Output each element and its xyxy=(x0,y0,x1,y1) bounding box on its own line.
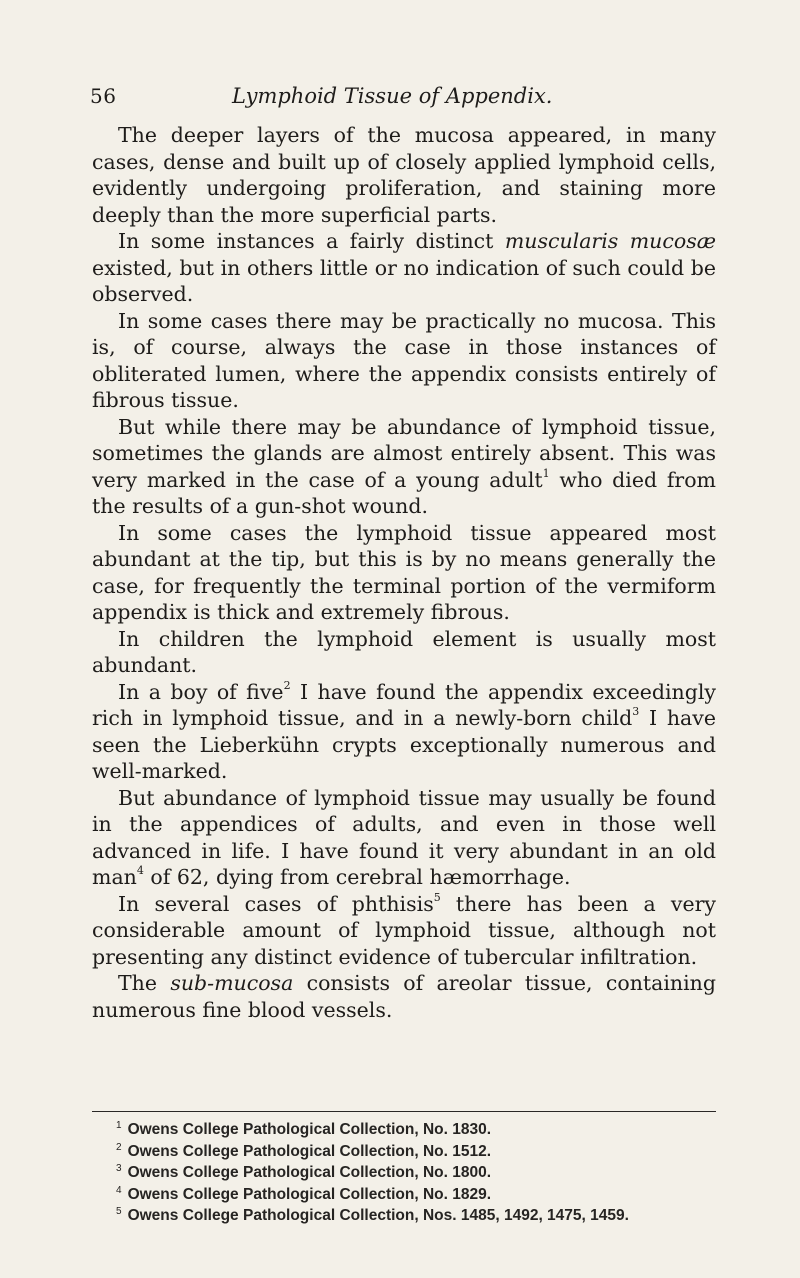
footnote-mark: 2 xyxy=(116,1141,122,1153)
paragraph: But abundance of lymphoid tissue may usually be found in the appendices of adults, and even in those well advanced in life. I have found it very abundant in an old man$^4$ of 62, dying from cerebral hæmorrhage. xyxy=(92,785,716,889)
paragraph: In some cases there may be practically no mucosa. This is, of course, always the case in those instances of obliterated lumen, where the appendix consists entirely of fibrous tissue. xyxy=(92,308,716,412)
paragraph: In children the lymphoid element is usually most abundant. xyxy=(92,626,716,677)
footnote: $^1$ Owens College Pathological Collection, No. 1830. xyxy=(116,1120,492,1138)
paragraph: The deeper layers of the mucosa appeared, in many cases, dense and built up of closely applied lymphoid cells, evidently undergoing proliferation, and staining more deeply than the more superficial parts. xyxy=(92,123,716,227)
footnote-ref: 4 xyxy=(136,864,144,878)
running-title: Lymphoid Tissue of Appendix. xyxy=(232,84,553,108)
footnote: $^4$ Owens College Pathological Collection, No. 1829. xyxy=(116,1184,492,1203)
paragraph: In several cases of phthisis$^5$ there has been a very considerable amount of lymphoid tissue, although not presenting any distinct evidence of tubercular infiltration. xyxy=(92,890,716,969)
paragraph: In a boy of five$^2$ I have found the appendix exceedingly rich in lymphoid tissue, and in a newly-born child$^3$ I have seen the Lieberkühn crypts exceptionally numerous and well-marked. xyxy=(92,678,716,783)
emphasis: sub-mucosa xyxy=(170,971,294,995)
page-header xyxy=(0,84,800,118)
footnote: $^2$ Owens College Pathological Collection, No. 1512. xyxy=(116,1141,492,1160)
paragraph: In some instances a fairly distinct muscularis mucosæ existed, but in others little or no indication of such could be observed. xyxy=(92,229,716,306)
page-number: 56 xyxy=(90,84,117,108)
paragraph: But while there may be abundance of lymphoid tissue, sometimes the glands are almost entirely absent. This was very marked in the case of a young adult$^1$ who died from the results of a gun-shot wound. xyxy=(92,414,716,518)
paragraph: In some cases the lymphoid tissue appeared most abundant at the tip, but this is by no means generally the case, for frequently the terminal portion of the vermiform appendix is thick and extremely fibrous. xyxy=(92,520,716,624)
footnote-ref: 2 xyxy=(283,678,291,692)
footnote-mark: 1 xyxy=(116,1120,122,1131)
footnote-mark: 5 xyxy=(116,1206,122,1217)
footnote-mark: 4 xyxy=(116,1184,122,1196)
paragraph: The sub-mucosa consists of areolar tissue, containing numerous fine blood vessels. xyxy=(92,971,716,1022)
footnote-ref: 1 xyxy=(542,466,550,480)
emphasis: muscularis mucosæ xyxy=(504,229,716,253)
footnote: $^5$ Owens College Pathological Collection, Nos. 1485, 1492, 1475, 1459. xyxy=(116,1206,629,1224)
footnote-divider xyxy=(92,1111,716,1112)
footnote-mark: 3 xyxy=(116,1163,122,1174)
footnote-ref: 3 xyxy=(632,705,640,719)
footnote: $^3$ Owens College Pathological Collection, No. 1800. xyxy=(116,1163,492,1181)
body-text xyxy=(92,122,716,1023)
footnote-ref: 5 xyxy=(433,890,441,904)
footnotes xyxy=(116,1120,716,1228)
